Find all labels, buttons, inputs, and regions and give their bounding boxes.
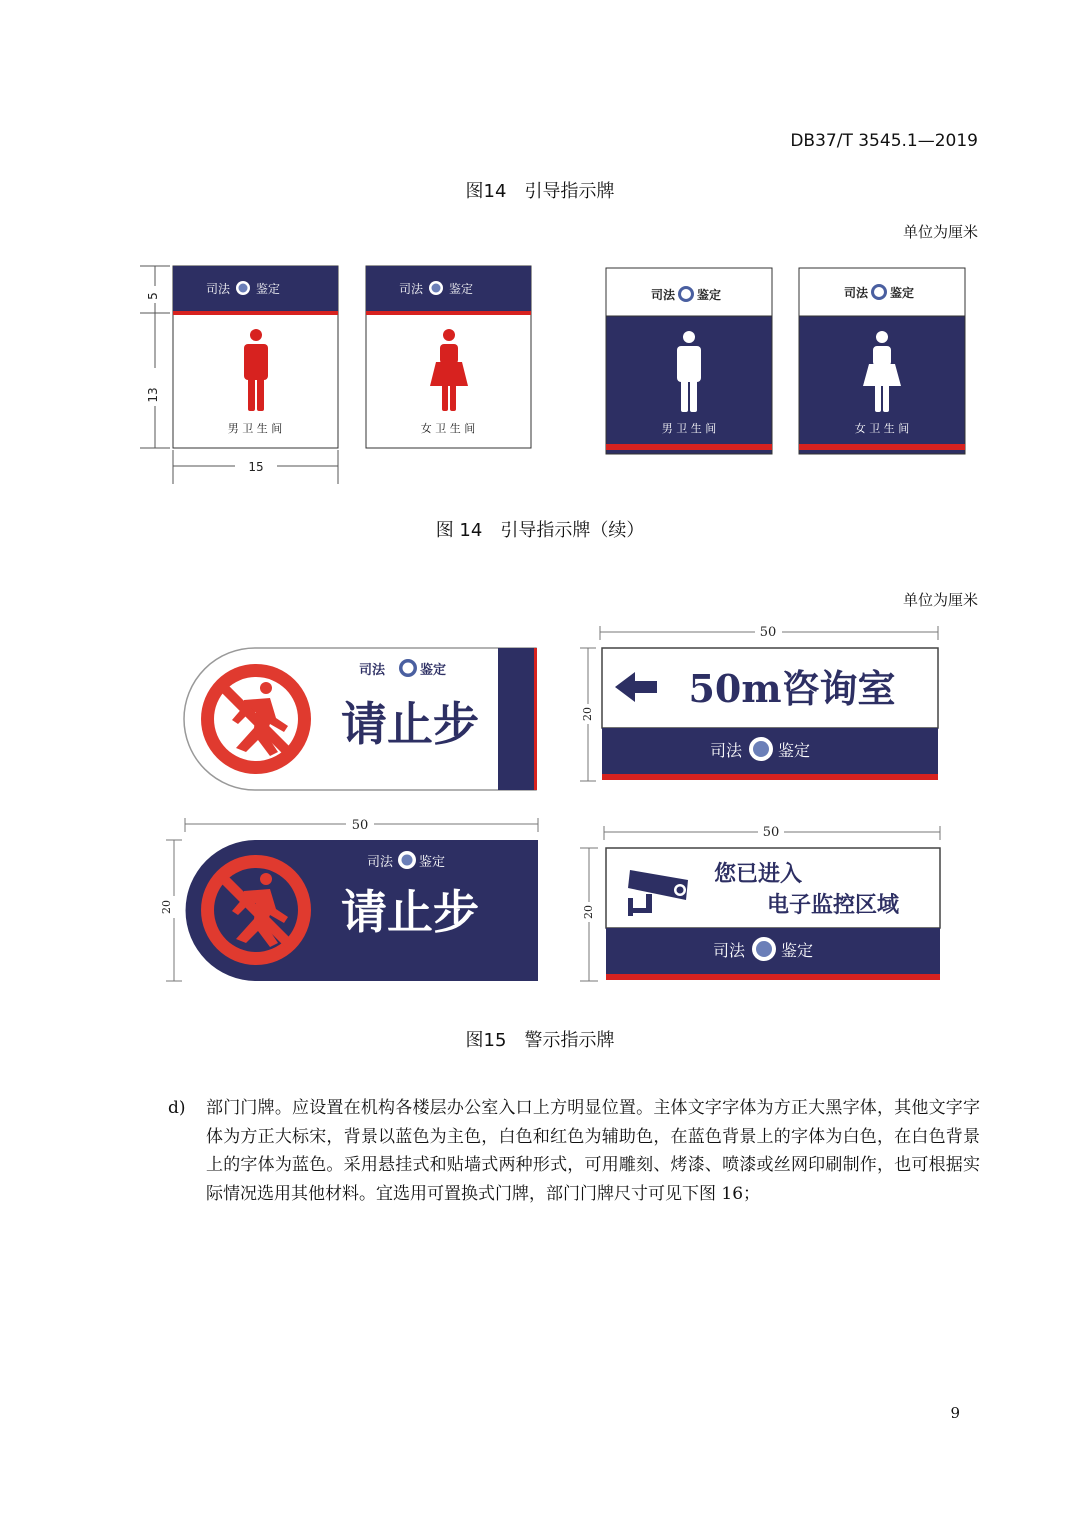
brand-text: 司法 xyxy=(843,286,868,300)
standard-number: DB37/T 3545.1—2019 xyxy=(790,131,978,151)
dim-15: 15 xyxy=(248,460,264,474)
brand-text-2: 鉴定 xyxy=(419,855,446,870)
dim-50: 50 xyxy=(759,625,777,640)
dim-50: 50 xyxy=(351,818,369,833)
brand-text-2: 鉴定 xyxy=(449,282,474,296)
sign-female-navy xyxy=(799,268,965,454)
stop-text: 请止步 xyxy=(341,885,479,939)
list-marker: d) xyxy=(168,1098,186,1118)
brand-text: 司法 xyxy=(712,941,745,960)
stop-sign-navy xyxy=(160,818,538,981)
stop-sign-white xyxy=(184,648,537,790)
unit-note-2: 单位为厘米 xyxy=(902,591,978,609)
brand-text: 司法 xyxy=(205,282,230,296)
monitor-line-1: 您已进入 xyxy=(713,861,803,887)
monitor-line-2: 电子监控区域 xyxy=(766,892,900,918)
sign-male-navy xyxy=(606,268,772,454)
sign-label: 男 卫 生 间 xyxy=(661,422,717,435)
unit-note-1: 单位为厘米 xyxy=(902,223,978,241)
consult-text: 50m咨询室 xyxy=(688,666,896,711)
dim-50: 50 xyxy=(762,825,780,840)
brand-text: 司法 xyxy=(358,663,385,678)
brand-text: 司法 xyxy=(366,855,393,870)
sign-label: 男 卫 生 间 xyxy=(227,422,283,435)
figure-14-caption: 图14 引导指示牌 xyxy=(465,181,615,202)
figure-15-graphic xyxy=(160,618,960,990)
sign-label: 女 卫 生 间 xyxy=(420,422,476,435)
brand-text: 司法 xyxy=(650,288,675,302)
monitor-sign xyxy=(580,825,940,981)
paragraph-text: 部门门牌。应设置在机构各楼层办公室入口上方明显位置。主体文字字体为方正大黑字体，其他文字字体为方正大标宋，背景以蓝色为主色，白色和红色为辅助色，在蓝色背景上的字体为白色，在白色背景上的字体为蓝色。采用悬挂式和贴墙式两种形式，可用雕刻、烤漆、喷漆或丝网印刷制作，也可根据实际情况选用其他材料。宜选用可置换式门牌，部门门牌尺寸可见下图 16； xyxy=(206,1098,980,1204)
no-entry-icon xyxy=(201,664,311,774)
page-number: 9 xyxy=(950,1404,960,1422)
stop-text: 请止步 xyxy=(341,697,479,751)
figure-15-caption: 图15 警示指示牌 xyxy=(465,1030,615,1051)
brand-text: 司法 xyxy=(709,741,742,760)
brand-text-2: 鉴定 xyxy=(697,288,722,302)
brand-text-2: 鉴定 xyxy=(778,741,811,760)
figure-14-graphic xyxy=(130,258,980,488)
brand-text-2: 鉴定 xyxy=(420,663,447,678)
dim-13: 13 xyxy=(146,387,160,403)
dim-20: 20 xyxy=(582,905,595,919)
sign-label: 女 卫 生 间 xyxy=(854,422,910,435)
paragraph-d xyxy=(168,1094,980,1208)
brand-text: 司法 xyxy=(398,282,423,296)
brand-text-2: 鉴定 xyxy=(890,286,915,300)
sign-male-white xyxy=(173,266,338,448)
dim-20: 20 xyxy=(160,900,173,914)
figure-14-continued-caption: 图 14 引导指示牌（续） xyxy=(435,520,645,541)
dim-20: 20 xyxy=(581,707,594,721)
consult-sign xyxy=(580,625,938,781)
brand-text-2: 鉴定 xyxy=(256,282,281,296)
sign-female-white xyxy=(366,266,531,448)
no-entry-icon xyxy=(201,855,311,965)
dim-5: 5 xyxy=(146,292,160,300)
brand-text-2: 鉴定 xyxy=(781,941,814,960)
